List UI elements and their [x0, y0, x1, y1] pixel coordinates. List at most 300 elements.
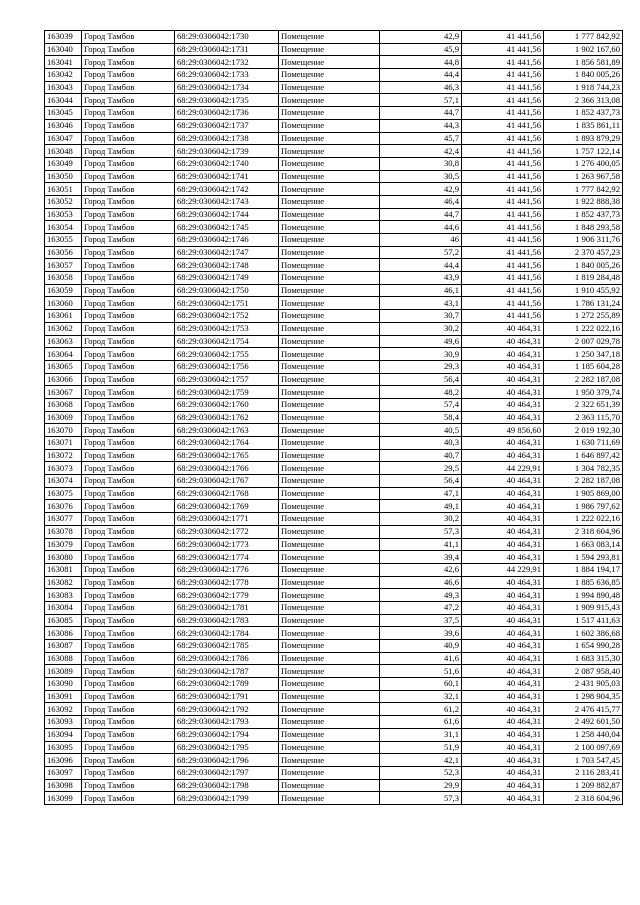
cadastral-number-cell: 68:29:0306042:1757 [175, 373, 279, 386]
cadastral-cost-cell: 1 272 255,89 [544, 310, 623, 323]
cadastral-number-cell: 68:29:0306042:1745 [175, 221, 279, 234]
area-cell: 47,1 [380, 487, 462, 500]
area-cell: 44,4 [380, 69, 462, 82]
cadastral-cost-cell: 1 663 083,14 [544, 538, 623, 551]
area-cell: 40,5 [380, 424, 462, 437]
unit-price-cell: 40 464,31 [462, 551, 544, 564]
unit-price-cell: 41 441,56 [462, 43, 544, 56]
cadastral-cost-cell: 1 263 967,58 [544, 170, 623, 183]
cadastral-number-cell: 68:29:0306042:1756 [175, 360, 279, 373]
object-type-cell: Помещение [279, 627, 380, 640]
city-cell: Город Тамбов [82, 81, 175, 94]
table-row [45, 754, 623, 767]
object-type-cell: Помещение [279, 437, 380, 450]
city-cell: Город Тамбов [82, 652, 175, 665]
row-id-cell: 163098 [45, 779, 82, 792]
area-cell: 46,3 [380, 81, 462, 94]
cadastral-cost-cell: 2 100 097,69 [544, 741, 623, 754]
object-type-cell: Помещение [279, 272, 380, 285]
cadastral-cost-cell: 1 517 411,63 [544, 614, 623, 627]
object-type-cell: Помещение [279, 310, 380, 323]
table-row [45, 183, 623, 196]
cadastral-cost-cell: 2 363 115,70 [544, 411, 623, 424]
area-cell: 32,1 [380, 690, 462, 703]
table-row [45, 145, 623, 158]
cadastral-cost-cell: 1 902 167,60 [544, 43, 623, 56]
row-id-cell: 163064 [45, 348, 82, 361]
unit-price-cell: 41 441,56 [462, 119, 544, 132]
area-cell: 47,2 [380, 601, 462, 614]
row-id-cell: 163088 [45, 652, 82, 665]
table-row [45, 728, 623, 741]
unit-price-cell: 40 464,31 [462, 779, 544, 792]
row-id-cell: 163047 [45, 132, 82, 145]
unit-price-cell: 40 464,31 [462, 449, 544, 462]
city-cell: Город Тамбов [82, 297, 175, 310]
city-cell: Город Тамбов [82, 437, 175, 450]
area-cell: 42,9 [380, 183, 462, 196]
table-row [45, 576, 623, 589]
cadastral-cost-cell: 1 185 604,28 [544, 360, 623, 373]
cadastral-cost-cell: 1 786 131,24 [544, 297, 623, 310]
cadastral-number-cell: 68:29:0306042:1762 [175, 411, 279, 424]
object-type-cell: Помещение [279, 779, 380, 792]
object-type-cell: Помещение [279, 208, 380, 221]
object-type-cell: Помещение [279, 234, 380, 247]
unit-price-cell: 44 229,91 [462, 563, 544, 576]
area-cell: 43,9 [380, 272, 462, 285]
object-type-cell: Помещение [279, 119, 380, 132]
row-id-cell: 163087 [45, 640, 82, 653]
city-cell: Город Тамбов [82, 31, 175, 44]
row-id-cell: 163086 [45, 627, 82, 640]
row-id-cell: 163039 [45, 31, 82, 44]
row-id-cell: 163093 [45, 716, 82, 729]
area-cell: 61,2 [380, 703, 462, 716]
cadastral-number-cell: 68:29:0306042:1783 [175, 614, 279, 627]
table-row [45, 678, 623, 691]
table-row [45, 69, 623, 82]
unit-price-cell: 44 229,91 [462, 462, 544, 475]
cadastral-number-cell: 68:29:0306042:1735 [175, 94, 279, 107]
row-id-cell: 163082 [45, 576, 82, 589]
row-id-cell: 163077 [45, 513, 82, 526]
area-cell: 42,1 [380, 754, 462, 767]
unit-price-cell: 40 464,31 [462, 601, 544, 614]
object-type-cell: Помещение [279, 259, 380, 272]
cadastral-number-cell: 68:29:0306042:1741 [175, 170, 279, 183]
row-id-cell: 163045 [45, 107, 82, 120]
cadastral-number-cell: 68:29:0306042:1759 [175, 386, 279, 399]
cadastral-cost-cell: 2 431 905,03 [544, 678, 623, 691]
table-row [45, 513, 623, 526]
object-type-cell: Помещение [279, 487, 380, 500]
cadastral-number-cell: 68:29:0306042:1796 [175, 754, 279, 767]
area-cell: 40,7 [380, 449, 462, 462]
unit-price-cell: 40 464,31 [462, 322, 544, 335]
row-id-cell: 163052 [45, 195, 82, 208]
table-row [45, 766, 623, 779]
cadastral-number-cell: 68:29:0306042:1766 [175, 462, 279, 475]
table-row [45, 94, 623, 107]
table-row [45, 741, 623, 754]
table-row [45, 500, 623, 513]
city-cell: Город Тамбов [82, 563, 175, 576]
row-id-cell: 163043 [45, 81, 82, 94]
area-cell: 41,6 [380, 652, 462, 665]
object-type-cell: Помещение [279, 652, 380, 665]
area-cell: 39,6 [380, 627, 462, 640]
city-cell: Город Тамбов [82, 56, 175, 69]
cadastral-number-cell: 68:29:0306042:1789 [175, 678, 279, 691]
unit-price-cell: 41 441,56 [462, 56, 544, 69]
row-id-cell: 163083 [45, 589, 82, 602]
row-id-cell: 163046 [45, 119, 82, 132]
cadastral-number-cell: 68:29:0306042:1767 [175, 475, 279, 488]
area-cell: 46,4 [380, 195, 462, 208]
city-cell: Город Тамбов [82, 94, 175, 107]
table-row [45, 563, 623, 576]
city-cell: Город Тамбов [82, 576, 175, 589]
unit-price-cell: 41 441,56 [462, 259, 544, 272]
unit-price-cell: 41 441,56 [462, 183, 544, 196]
unit-price-cell: 40 464,31 [462, 500, 544, 513]
cadastral-cost-cell: 1 840 005,26 [544, 69, 623, 82]
unit-price-cell: 40 464,31 [462, 640, 544, 653]
area-cell: 51,9 [380, 741, 462, 754]
area-cell: 44,6 [380, 221, 462, 234]
cadastral-cost-cell: 2 282 187,08 [544, 373, 623, 386]
object-type-cell: Помещение [279, 665, 380, 678]
unit-price-cell: 40 464,31 [462, 703, 544, 716]
area-cell: 49,6 [380, 335, 462, 348]
area-cell: 57,3 [380, 792, 462, 805]
row-id-cell: 163054 [45, 221, 82, 234]
table-row [45, 234, 623, 247]
row-id-cell: 163040 [45, 43, 82, 56]
unit-price-cell: 41 441,56 [462, 94, 544, 107]
object-type-cell: Помещение [279, 284, 380, 297]
table-row [45, 449, 623, 462]
row-id-cell: 163072 [45, 449, 82, 462]
object-type-cell: Помещение [279, 31, 380, 44]
city-cell: Город Тамбов [82, 678, 175, 691]
row-id-cell: 163091 [45, 690, 82, 703]
city-cell: Город Тамбов [82, 716, 175, 729]
row-id-cell: 163048 [45, 145, 82, 158]
table-row [45, 322, 623, 335]
city-cell: Город Тамбов [82, 525, 175, 538]
object-type-cell: Помещение [279, 335, 380, 348]
object-type-cell: Помещение [279, 297, 380, 310]
cadastral-cost-cell: 1 950 379,74 [544, 386, 623, 399]
unit-price-cell: 40 464,31 [462, 386, 544, 399]
city-cell: Город Тамбов [82, 157, 175, 170]
unit-price-cell: 40 464,31 [462, 589, 544, 602]
cadastral-cost-cell: 1 703 547,45 [544, 754, 623, 767]
city-cell: Город Тамбов [82, 462, 175, 475]
cadastral-cost-cell: 1 757 122,14 [544, 145, 623, 158]
unit-price-cell: 41 441,56 [462, 107, 544, 120]
unit-price-cell: 41 441,56 [462, 145, 544, 158]
table-row [45, 157, 623, 170]
table-row [45, 284, 623, 297]
cadastral-number-cell: 68:29:0306042:1748 [175, 259, 279, 272]
city-cell: Город Тамбов [82, 741, 175, 754]
unit-price-cell: 40 464,31 [462, 373, 544, 386]
cadastral-number-cell: 68:29:0306042:1781 [175, 601, 279, 614]
area-cell: 44,3 [380, 119, 462, 132]
city-cell: Город Тамбов [82, 411, 175, 424]
city-cell: Город Тамбов [82, 119, 175, 132]
cadastral-number-cell: 68:29:0306042:1787 [175, 665, 279, 678]
cadastral-number-cell: 68:29:0306042:1754 [175, 335, 279, 348]
unit-price-cell: 40 464,31 [462, 348, 544, 361]
table-row [45, 424, 623, 437]
object-type-cell: Помещение [279, 678, 380, 691]
unit-price-cell: 41 441,56 [462, 272, 544, 285]
area-cell: 30,8 [380, 157, 462, 170]
city-cell: Город Тамбов [82, 487, 175, 500]
object-type-cell: Помещение [279, 360, 380, 373]
cadastral-number-cell: 68:29:0306042:1743 [175, 195, 279, 208]
cadastral-cost-cell: 1 250 347,18 [544, 348, 623, 361]
cadastral-number-cell: 68:29:0306042:1749 [175, 272, 279, 285]
city-cell: Город Тамбов [82, 754, 175, 767]
city-cell: Город Тамбов [82, 601, 175, 614]
table-row [45, 31, 623, 44]
table-row [45, 652, 623, 665]
cadastral-number-cell: 68:29:0306042:1798 [175, 779, 279, 792]
area-cell: 30,2 [380, 513, 462, 526]
row-id-cell: 163081 [45, 563, 82, 576]
row-id-cell: 163061 [45, 310, 82, 323]
table-row [45, 297, 623, 310]
object-type-cell: Помещение [279, 513, 380, 526]
object-type-cell: Помещение [279, 690, 380, 703]
cadastral-cost-cell: 1 856 581,89 [544, 56, 623, 69]
unit-price-cell: 41 441,56 [462, 157, 544, 170]
city-cell: Город Тамбов [82, 335, 175, 348]
unit-price-cell: 40 464,31 [462, 538, 544, 551]
cadastral-cost-cell: 2 322 651,39 [544, 398, 623, 411]
area-cell: 49,3 [380, 589, 462, 602]
city-cell: Город Тамбов [82, 360, 175, 373]
row-id-cell: 163085 [45, 614, 82, 627]
table-row [45, 792, 623, 805]
table-row [45, 246, 623, 259]
unit-price-cell: 40 464,31 [462, 754, 544, 767]
unit-price-cell: 41 441,56 [462, 195, 544, 208]
city-cell: Город Тамбов [82, 627, 175, 640]
table-row [45, 525, 623, 538]
row-id-cell: 163078 [45, 525, 82, 538]
area-cell: 29,9 [380, 779, 462, 792]
city-cell: Город Тамбов [82, 500, 175, 513]
area-cell: 42,6 [380, 563, 462, 576]
object-type-cell: Помещение [279, 170, 380, 183]
table-row [45, 119, 623, 132]
cadastral-cost-cell: 2 087 958,40 [544, 665, 623, 678]
unit-price-cell: 40 464,31 [462, 411, 544, 424]
city-cell: Город Тамбов [82, 665, 175, 678]
row-id-cell: 163074 [45, 475, 82, 488]
cadastral-number-cell: 68:29:0306042:1753 [175, 322, 279, 335]
cadastral-number-cell: 68:29:0306042:1799 [175, 792, 279, 805]
area-cell: 44,7 [380, 107, 462, 120]
cadastral-cost-cell: 2 370 457,23 [544, 246, 623, 259]
cadastral-number-cell: 68:29:0306042:1776 [175, 563, 279, 576]
object-type-cell: Помещение [279, 424, 380, 437]
city-cell: Город Тамбов [82, 221, 175, 234]
cadastral-number-cell: 68:29:0306042:1785 [175, 640, 279, 653]
cadastral-cost-cell: 1 905 869,00 [544, 487, 623, 500]
row-id-cell: 163053 [45, 208, 82, 221]
object-type-cell: Помещение [279, 538, 380, 551]
area-cell: 30,9 [380, 348, 462, 361]
unit-price-cell: 49 856,60 [462, 424, 544, 437]
area-cell: 56,4 [380, 373, 462, 386]
object-type-cell: Помещение [279, 589, 380, 602]
unit-price-cell: 40 464,31 [462, 525, 544, 538]
cadastral-number-cell: 68:29:0306042:1740 [175, 157, 279, 170]
document-page [44, 30, 622, 805]
row-id-cell: 163055 [45, 234, 82, 247]
area-cell: 57,4 [380, 398, 462, 411]
unit-price-cell: 41 441,56 [462, 284, 544, 297]
cadastral-cost-cell: 2 318 604,96 [544, 792, 623, 805]
city-cell: Город Тамбов [82, 551, 175, 564]
object-type-cell: Помещение [279, 373, 380, 386]
city-cell: Город Тамбов [82, 424, 175, 437]
unit-price-cell: 40 464,31 [462, 475, 544, 488]
table-row [45, 665, 623, 678]
cadastral-cost-cell: 2 007 029,78 [544, 335, 623, 348]
unit-price-cell: 40 464,31 [462, 690, 544, 703]
property-valuation-table [44, 30, 623, 805]
cadastral-cost-cell: 2 366 313,08 [544, 94, 623, 107]
unit-price-cell: 40 464,31 [462, 513, 544, 526]
cadastral-cost-cell: 2 318 604,96 [544, 525, 623, 538]
object-type-cell: Помещение [279, 398, 380, 411]
object-type-cell: Помещение [279, 766, 380, 779]
cadastral-number-cell: 68:29:0306042:1769 [175, 500, 279, 513]
cadastral-number-cell: 68:29:0306042:1739 [175, 145, 279, 158]
area-cell: 45,9 [380, 43, 462, 56]
area-cell: 56,4 [380, 475, 462, 488]
cadastral-cost-cell: 1 819 284,48 [544, 272, 623, 285]
table-row [45, 386, 623, 399]
cadastral-number-cell: 68:29:0306042:1784 [175, 627, 279, 640]
cadastral-number-cell: 68:29:0306042:1793 [175, 716, 279, 729]
table-row [45, 348, 623, 361]
object-type-cell: Помещение [279, 563, 380, 576]
city-cell: Город Тамбов [82, 614, 175, 627]
cadastral-number-cell: 68:29:0306042:1763 [175, 424, 279, 437]
object-type-cell: Помещение [279, 81, 380, 94]
cadastral-number-cell: 68:29:0306042:1792 [175, 703, 279, 716]
table-row [45, 640, 623, 653]
area-cell: 51,6 [380, 665, 462, 678]
cadastral-number-cell: 68:29:0306042:1755 [175, 348, 279, 361]
object-type-cell: Помещение [279, 195, 380, 208]
row-id-cell: 163076 [45, 500, 82, 513]
object-type-cell: Помещение [279, 348, 380, 361]
area-cell: 44,7 [380, 208, 462, 221]
object-type-cell: Помещение [279, 145, 380, 158]
table-row [45, 360, 623, 373]
table-row [45, 779, 623, 792]
table-row [45, 627, 623, 640]
city-cell: Город Тамбов [82, 475, 175, 488]
unit-price-cell: 41 441,56 [462, 132, 544, 145]
table-row [45, 170, 623, 183]
city-cell: Город Тамбов [82, 703, 175, 716]
row-id-cell: 163060 [45, 297, 82, 310]
object-type-cell: Помещение [279, 132, 380, 145]
area-cell: 58,4 [380, 411, 462, 424]
table-row [45, 208, 623, 221]
cadastral-number-cell: 68:29:0306042:1794 [175, 728, 279, 741]
area-cell: 40,9 [380, 640, 462, 653]
area-cell: 46,1 [380, 284, 462, 297]
cadastral-number-cell: 68:29:0306042:1772 [175, 525, 279, 538]
area-cell: 44,4 [380, 259, 462, 272]
area-cell: 30,5 [380, 170, 462, 183]
object-type-cell: Помещение [279, 157, 380, 170]
cadastral-cost-cell: 1 852 437,73 [544, 107, 623, 120]
cadastral-cost-cell: 1 884 194,17 [544, 563, 623, 576]
row-id-cell: 163068 [45, 398, 82, 411]
object-type-cell: Помещение [279, 614, 380, 627]
unit-price-cell: 41 441,56 [462, 170, 544, 183]
row-id-cell: 163096 [45, 754, 82, 767]
object-type-cell: Помещение [279, 601, 380, 614]
cadastral-number-cell: 68:29:0306042:1765 [175, 449, 279, 462]
area-cell: 60,1 [380, 678, 462, 691]
table-row [45, 614, 623, 627]
cadastral-number-cell: 68:29:0306042:1778 [175, 576, 279, 589]
cadastral-cost-cell: 2 282 187,08 [544, 475, 623, 488]
area-cell: 43,1 [380, 297, 462, 310]
object-type-cell: Помещение [279, 716, 380, 729]
table-row [45, 107, 623, 120]
object-type-cell: Помещение [279, 246, 380, 259]
cadastral-number-cell: 68:29:0306042:1733 [175, 69, 279, 82]
cadastral-cost-cell: 1 777 842,92 [544, 183, 623, 196]
object-type-cell: Помещение [279, 411, 380, 424]
city-cell: Город Тамбов [82, 398, 175, 411]
row-id-cell: 163041 [45, 56, 82, 69]
cadastral-cost-cell: 1 276 400,05 [544, 157, 623, 170]
object-type-cell: Помещение [279, 43, 380, 56]
cadastral-cost-cell: 1 835 861,11 [544, 119, 623, 132]
city-cell: Город Тамбов [82, 43, 175, 56]
city-cell: Город Тамбов [82, 386, 175, 399]
row-id-cell: 163063 [45, 335, 82, 348]
city-cell: Город Тамбов [82, 513, 175, 526]
row-id-cell: 163062 [45, 322, 82, 335]
table-row [45, 373, 623, 386]
cadastral-number-cell: 68:29:0306042:1742 [175, 183, 279, 196]
city-cell: Город Тамбов [82, 449, 175, 462]
row-id-cell: 163042 [45, 69, 82, 82]
unit-price-cell: 41 441,56 [462, 81, 544, 94]
unit-price-cell: 41 441,56 [462, 31, 544, 44]
table-row [45, 221, 623, 234]
cadastral-cost-cell: 1 298 904,35 [544, 690, 623, 703]
area-cell: 44,8 [380, 56, 462, 69]
